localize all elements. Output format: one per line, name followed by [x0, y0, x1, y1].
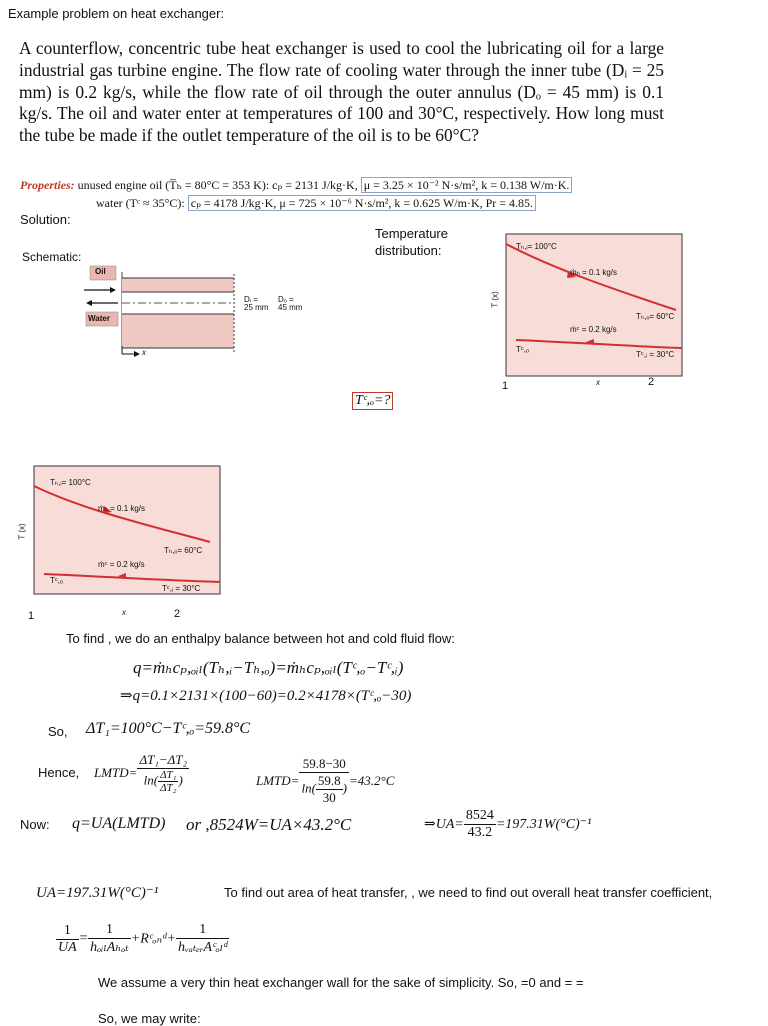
lmtd2-ln-num: 59.8	[317, 773, 341, 788]
lmtd-ln: ln	[143, 772, 154, 788]
equation-ua	[424, 808, 591, 841]
lmtd-numerator: ΔT₁−ΔT₂	[139, 752, 187, 767]
res-h-oil: hₒᵢₗAₕₒₜ	[90, 940, 129, 955]
lmtd-ln-num: ΔT₁	[160, 769, 177, 781]
graph-top-two: 2	[648, 376, 655, 388]
res-rcond: +Rᶜₒₙᵈ+	[130, 931, 176, 947]
equation-q: q=UA(LMTD)	[72, 815, 166, 832]
ua-post: =197.31W(°C)⁻¹	[495, 817, 592, 832]
so-write-text: So, we may write:	[98, 1011, 201, 1026]
schematic-water-label: Water	[88, 314, 110, 323]
schematic-oil-label: Oil	[95, 267, 106, 276]
graph-bottom-ylabel: T (x)	[17, 523, 27, 540]
do-val: 45 mm	[278, 303, 303, 312]
graph-top-ylabel: T (x)	[490, 291, 500, 308]
res-one-c: 1	[176, 922, 230, 939]
res-ua: UA	[58, 939, 77, 955]
lmtd2-label: LMTD=	[256, 773, 300, 788]
schematic-di-label	[244, 296, 268, 312]
temperature-distribution-label	[375, 225, 448, 259]
lmtd-ln-den: ΔT₂	[160, 782, 177, 794]
graph-top-x: x	[596, 378, 600, 387]
problem-statement: A counterflow, concentric tube heat exchanger is used to cool the lubricating oil for a large industrial gas turbine engine. The flow rate of cooling water through the inner tube (Dᵢ = 25 mm) is 0.2 kg/s, while the flow rate of oil through the outer annulus (Dₒ = 45 mm) is 0.1 kg/s. The oil and water enter at temperatures of 100 and 30°C, respectively. How long must the tube be made if the outlet temperature of the oil is to be 60°C?	[19, 38, 664, 146]
graph-top-tco: Tᶜ,ₒ	[516, 345, 529, 354]
temp-dist-line-1: Temperature	[375, 226, 448, 241]
properties-block	[20, 176, 720, 212]
graph-top-tho: Tₕ,ₒ= 60°C	[636, 312, 675, 321]
di-val: 25 mm	[244, 303, 269, 312]
lmtd2-ln-den: 30	[322, 790, 336, 805]
tco-question-box: Tᶜ,ₒ=?	[352, 392, 393, 410]
lmtd-ln-fraction	[158, 769, 178, 794]
graph-bottom-tho: Tₕ,ₒ= 60°C	[164, 546, 203, 555]
graph-top-mc: ṁᶜ = 0.2 kg/s	[570, 325, 617, 334]
now-label: Now:	[20, 817, 50, 832]
ua-line: UA=197.31W(°C)⁻¹	[36, 885, 159, 901]
properties-water-box: cₚ = 4178 J/kg·K, μ = 725 × 10⁻⁶ N·s/m², k = 0.625 W/m·K, Pr = 4.85.	[188, 195, 536, 211]
res-one-a: 1	[56, 923, 79, 940]
so-label: So,	[48, 724, 68, 739]
graph-top-thi: Tₕ,ᵢ= 100°C	[516, 242, 557, 251]
di-text: Dᵢ =	[244, 295, 258, 304]
schematic-diagram	[82, 262, 322, 362]
lmtd2-ln-fraction	[316, 773, 343, 806]
schematic-do-label	[278, 296, 302, 312]
graph-bottom-tco: Tᶜ,ₒ	[50, 576, 63, 585]
ua-num: 8524	[465, 808, 494, 823]
lmtd-numeric	[256, 756, 394, 806]
equation-3: ΔT₁=100°C−Tᶜ,ₒ=59.8°C	[86, 720, 251, 737]
lmtd2-result: =43.2°C	[349, 773, 395, 788]
assume-text: We assume a very thin heat exchanger wall for the sake of simplicity. So, =0 and = =	[98, 975, 584, 990]
properties-label: Properties:	[20, 178, 75, 192]
hence-label: Hence,	[38, 765, 80, 780]
res-frac-3	[176, 922, 230, 956]
res-frac-2	[88, 922, 131, 956]
solution-label: Solution:	[20, 212, 71, 227]
graph-bottom-two: 2	[174, 608, 181, 620]
graph-top-tci: Tᶜ,ᵢ = 30°C	[636, 350, 675, 359]
properties-oil-box: μ = 3.25 × 10⁻² N·s/m², k = 0.138 W/m·K.	[361, 177, 573, 193]
ua-pre: ⇒UA=	[424, 817, 464, 832]
graph-top-svg	[486, 230, 696, 390]
graph-bottom-mh: ṁₕ = 0.1 kg/s	[98, 504, 146, 513]
ua-den: 43.2	[467, 825, 493, 840]
do-text: Dₒ =	[278, 295, 294, 304]
lmtd2-numerator: 59.8−30	[299, 756, 349, 773]
temp-dist-line-2: distribution:	[375, 243, 442, 258]
lmtd-denominator: ln( $\frac{\text{ΔT₁}}{\text{ΔT₂}}$ )	[143, 769, 183, 794]
graph-top-one: 1	[502, 380, 509, 392]
lmtd2-ln: ln	[301, 780, 312, 796]
graph-bottom-x: x	[122, 608, 126, 617]
res-one-b: 1	[88, 922, 131, 939]
equation-2: ⇒q=0.1×2131×(100−60)=0.2×4178×(Tᶜ,ₒ−30)	[120, 688, 412, 704]
temperature-graph-top	[486, 230, 696, 410]
res-eq-sign: =	[78, 931, 89, 946]
schematic-label: Schematic:	[22, 250, 82, 264]
graph-bottom-one: 1	[28, 610, 35, 622]
lmtd2-fraction	[299, 756, 349, 806]
find-area-text: To find out area of heat transfer, , we need to find out overall heat transfer coefficient,	[224, 885, 713, 900]
lmtd2-denominator: ln( $\frac{59.8}{30}$ )	[301, 773, 348, 805]
graph-top-mh: ṁₕ = 0.1 kg/s	[570, 268, 618, 277]
properties-water-intro: water (Tᶜ ≈ 35°C):	[96, 196, 185, 210]
res-h-water: hᵥₐₜₑᵣAᶜₒₗᵈ	[177, 940, 228, 955]
schematic-svg	[82, 262, 322, 362]
lmtd-label: LMTD=	[94, 765, 138, 780]
graph-bottom-tci: Tᶜ,ᵢ = 30°C	[162, 584, 201, 593]
lmtd-formula	[94, 752, 189, 794]
graph-bottom-mc: ṁᶜ = 0.2 kg/s	[98, 560, 145, 569]
equation-or: or ,8524W=UA×43.2°C	[186, 815, 352, 834]
equation-1: q=ṁₕcₚ,ₒᵢₗ(Tₕ,ᵢ−Tₕ,ₒ)=ṁₕcₚ,ₒᵢₗ(Tᶜ,ₒ−Tᶜ,ᵢ)	[133, 658, 404, 677]
graph-bottom-thi: Tₕ,ᵢ= 100°C	[50, 478, 91, 487]
ua-fraction	[464, 808, 496, 841]
properties-oil-line	[20, 176, 720, 194]
schematic-x-label: x	[142, 348, 146, 357]
temperature-graph-bottom	[14, 462, 224, 627]
resistance-equation	[56, 922, 229, 956]
lmtd-fraction	[137, 752, 189, 794]
page-heading: Example problem on heat exchanger:	[8, 6, 225, 21]
properties-oil-intro: unused engine oil (T̅ₕ = 80°C = 353 K): cₚ = 2131 J/kg·K,	[77, 178, 358, 192]
to-find-text: To find , we do an enthalpy balance between hot and cold fluid flow:	[66, 631, 455, 646]
res-frac-1	[56, 923, 79, 956]
properties-water-line	[20, 194, 720, 212]
graph-bottom-svg	[14, 462, 224, 602]
